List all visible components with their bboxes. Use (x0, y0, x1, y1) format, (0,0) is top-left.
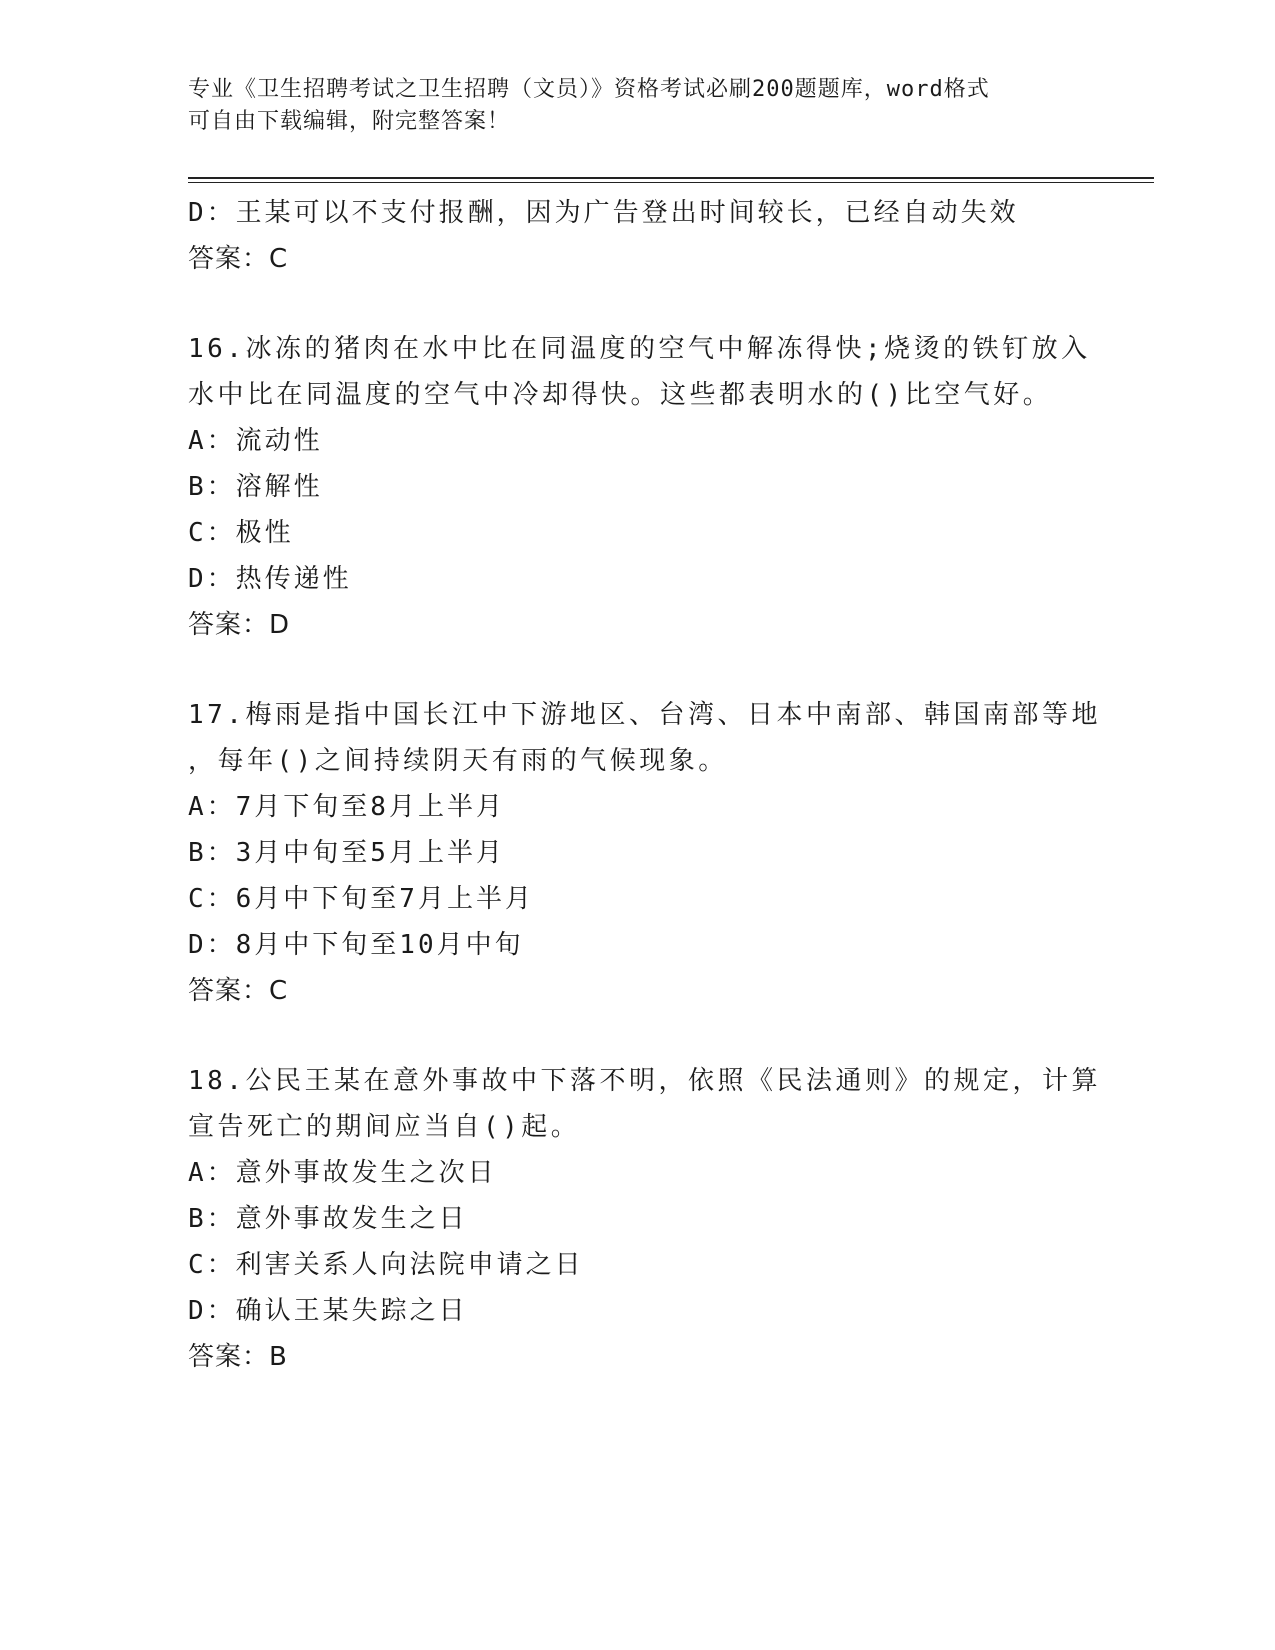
option-c: C：利害关系人向法院申请之日 (188, 1250, 584, 1280)
answer: 答案：D (188, 610, 291, 640)
option-a: A：流动性 (188, 426, 323, 456)
option-b: B：溶解性 (188, 472, 323, 502)
option-a: A：7月下旬至8月上半月 (188, 792, 505, 822)
option-d: D：8月中下旬至10月中旬 (188, 930, 524, 960)
question-17 (188, 692, 1101, 1014)
answer: 答案：C (188, 244, 289, 274)
answer: 答案：B (188, 1342, 288, 1372)
header-divider (188, 177, 1154, 183)
option-d: D：热传递性 (188, 564, 352, 594)
question-16 (188, 326, 1091, 648)
question-line: ，每年()之间持续阴天有雨的气候现象。 (188, 746, 728, 776)
option-c: C：6月中下旬至7月上半月 (188, 884, 534, 914)
option-d: D：确认王某失踪之日 (188, 1296, 468, 1326)
option-b: B：意外事故发生之日 (188, 1204, 468, 1234)
answer: 答案：C (188, 976, 289, 1006)
question-stem (188, 326, 1091, 418)
question-stem (188, 692, 1101, 784)
document-header (188, 74, 1078, 138)
question-18 (188, 1058, 1101, 1380)
option-a: A：意外事故发生之次日 (188, 1158, 497, 1188)
option-c: C：极性 (188, 518, 294, 548)
question-line: 17.梅雨是指中国长江中下游地区、台湾、日本中南部、韩国南部等地 (188, 700, 1101, 730)
header-line-2: 可自由下载编辑，附完整答案！ (188, 109, 511, 134)
question-line: 18.公民王某在意外事故中下落不明，依照《民法通则》的规定，计算 (188, 1066, 1101, 1096)
header-line-1: 专业《卫生招聘考试之卫生招聘（文员）》资格考试必刷200题题库，word格式 (188, 77, 990, 102)
document-body (188, 190, 1101, 1380)
option-d: D：王某可以不支付报酬，因为广告登出时间较长，已经自动失效 (188, 198, 1019, 228)
question-line: 宣告死亡的期间应当自()起。 (188, 1112, 581, 1142)
question-stem (188, 1058, 1101, 1150)
question-line: 16.冰冻的猪肉在水中比在同温度的空气中解冻得快;烧烫的铁钉放入 (188, 334, 1091, 364)
question-line: 水中比在同温度的空气中冷却得快。这些都表明水的()比空气好。 (188, 380, 1053, 410)
previous-question-tail (188, 190, 1088, 282)
option-b: B：3月中旬至5月上半月 (188, 838, 505, 868)
